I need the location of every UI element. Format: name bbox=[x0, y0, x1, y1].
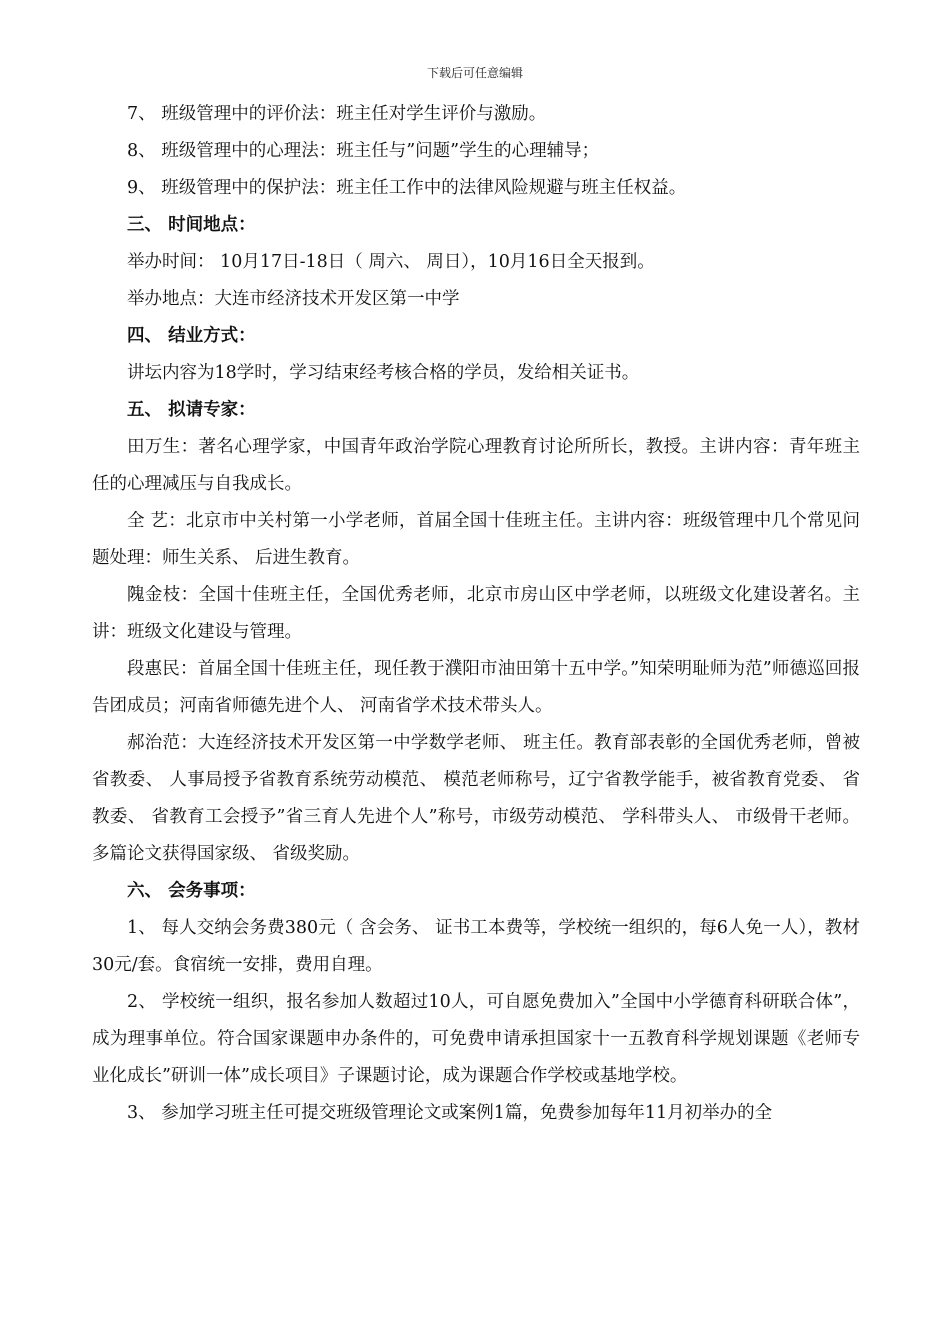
event-time: 举办时间： 10月17日-18日（ 周六、 周日），10月16日全天报到。 bbox=[127, 252, 655, 272]
list-item-9: 9、 班级管理中的保护法：班主任工作中的法律风险规避与班主任权益。 bbox=[127, 178, 687, 198]
meeting-item-1: 1、 每人交纳会务费380元（ 含会务、 证书工本费等，学校统一组织的，每6人免一人），教材30元/套。食宿统一安排，费用自理。 bbox=[92, 918, 860, 975]
expert-1: 田万生：著名心理学家，中国青年政治学院心理教育讨论所所长，教授。主讲内容：青年班主任的心理减压与自我成长。 bbox=[92, 437, 860, 494]
expert-3: 隗金枝：全国十佳班主任，全国优秀老师，北京市房山区中学老师，以班级文化建设著名。主讲：班级文化建设与管理。 bbox=[92, 585, 860, 642]
event-place: 举办地点：大连市经济技术开发区第一中学 bbox=[127, 289, 460, 309]
meeting-item-2: 2、 学校统一组织，报名参加人数超过10人，可自愿免费加入”全国中小学德育科研联合体”，成为理事单位。符合国家课题申办条件的，可免费申请承担国家十一五教育科学规划课题《老师专业化成长”研训一体”成长项目》子课题讨论，成为课题合作学校或基地学校。 bbox=[92, 992, 860, 1086]
section-6-heading: 六、 会务事项： bbox=[127, 881, 256, 901]
page-header: 下载后可任意编辑 bbox=[426, 66, 523, 80]
list-item-7: 7、 班级管理中的评价法：班主任对学生评价与激励。 bbox=[127, 104, 547, 124]
completion-text: 讲坛内容为18学时，学习结束经考核合格的学员，发给相关证书。 bbox=[127, 363, 640, 383]
section-3-heading: 三、 时间地点： bbox=[127, 215, 256, 235]
expert-2: 全 艺：北京市中关村第一小学老师，首届全国十佳班主任。主讲内容：班级管理中几个常见问题处理：师生关系、 后进生教育。 bbox=[92, 511, 860, 568]
section-5-heading: 五、 拟请专家： bbox=[127, 400, 256, 420]
expert-4: 段惠民：首届全国十佳班主任，现任教于濮阳市油田第十五中学。”知荣明耻师为范”师德巡回报告团成员；河南省师德先进个人、 河南省学术技术带头人。 bbox=[92, 659, 860, 716]
meeting-item-3: 3、 参加学习班主任可提交班级管理论文或案例1篇，免费参加每年11月初举办的全 bbox=[127, 1103, 773, 1123]
list-item-8: 8、 班级管理中的心理法：班主任与”问题”学生的心理辅导； bbox=[127, 141, 600, 161]
document-body bbox=[92, 96, 860, 1132]
section-4-heading: 四、 结业方式： bbox=[127, 326, 256, 346]
expert-5: 郝治范：大连经济技术开发区第一中学数学老师、 班主任。教育部表彰的全国优秀老师，曾被省教委、 人事局授予省教育系统劳动模范、 模范老师称号，辽宁省教学能手，被省教育党委、 省教委、 省教育工会授予”省三育人先进个人”称号，市级劳动模范、 学科带头人、 市级骨干老师。多篇论文获得国家级、 省级奖励。 bbox=[92, 733, 860, 864]
